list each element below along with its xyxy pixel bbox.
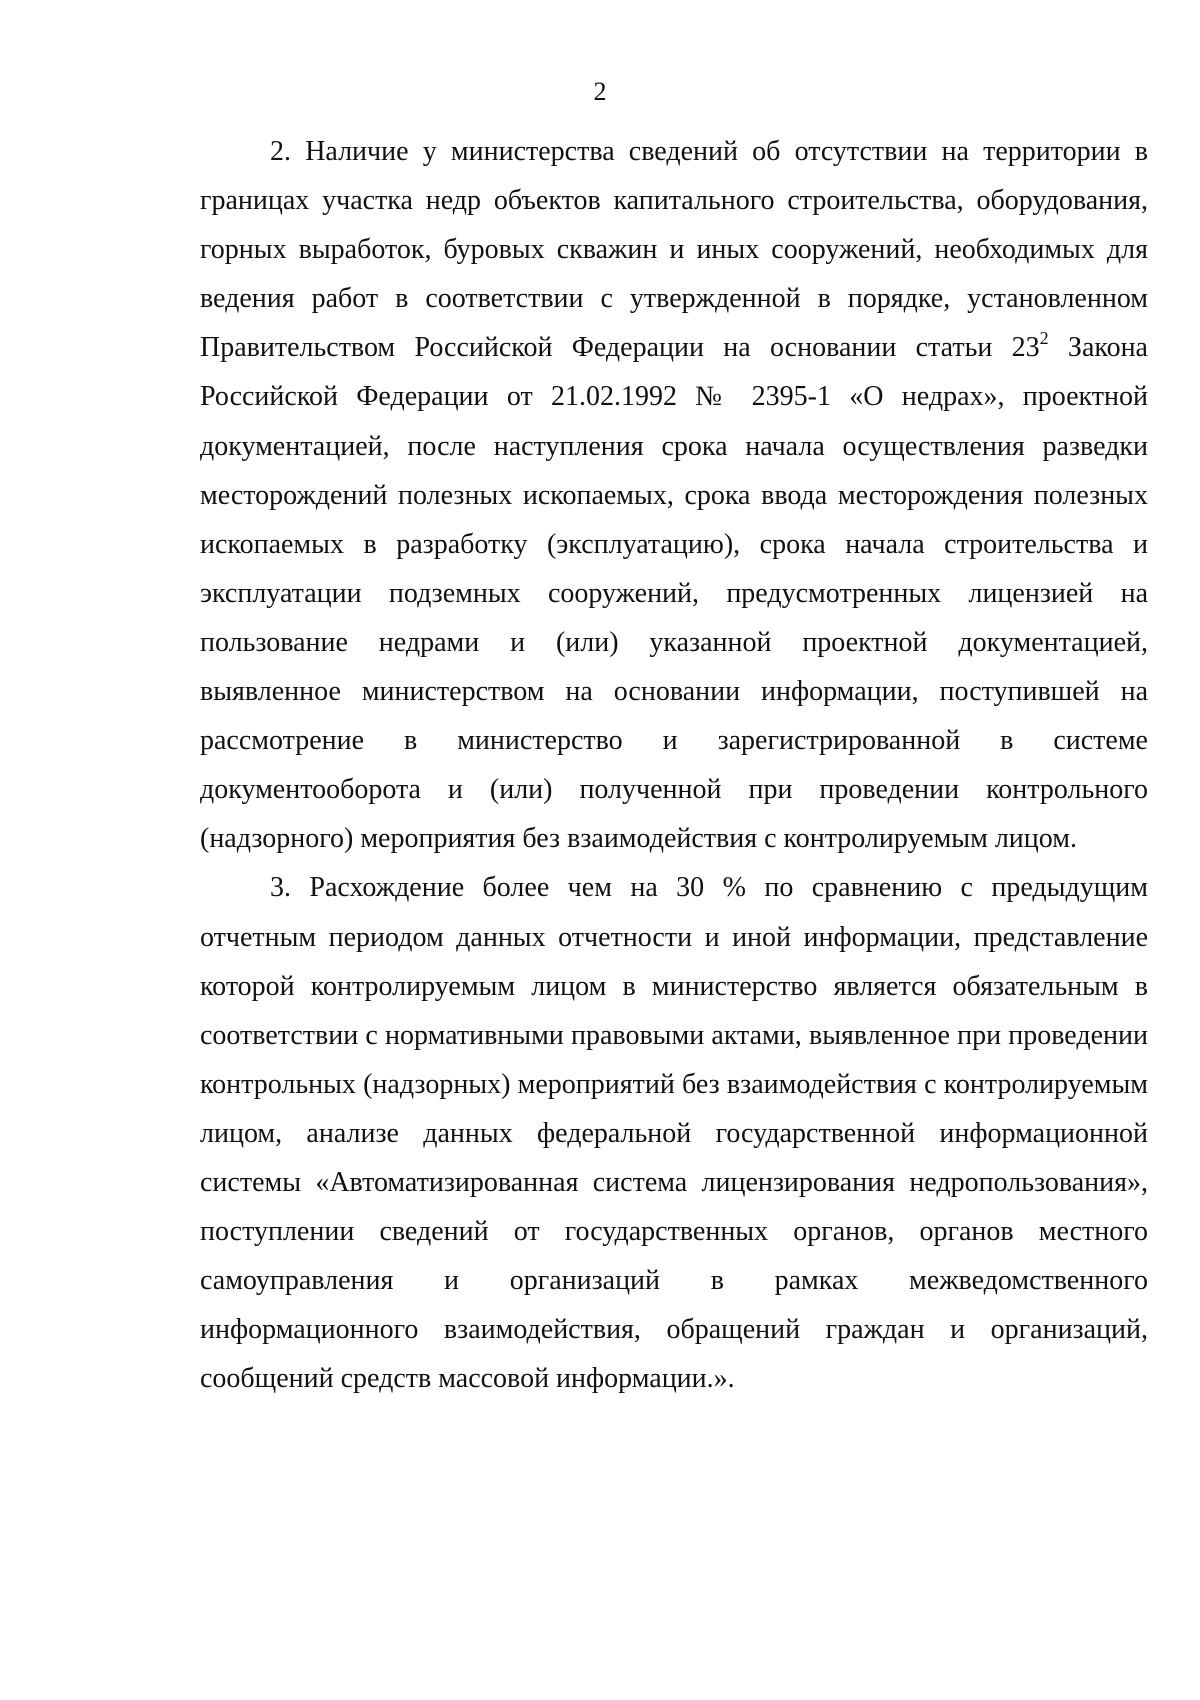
paragraph-3: 3. Расхождение более чем на 30 % по сравнению с предыдущим отчетным периодом данных отчетности и иной информации, представление которой контролируемым лицом в министерство является обязательным в соответствии с нормативными правовыми актами, выявленное при проведении контрольных (надзорных) мероприятий без взаимодействия с контролируемым лицом, анализе данных федеральной государственной информационной системы «Автоматизированная система лицензирования недропользования», поступлении сведений от государственных органов, органов местного самоуправления и организаций в рамках межведомственного информационного взаимодействия, обращений граждан и организаций, сообщений средств массовой информации.». bbox=[200, 872, 1148, 1395]
document-body bbox=[200, 127, 1148, 1403]
paragraph-2-text: 2. Наличие у министерства сведений об отсутствии на территории в границах участка недр объектов капитального строительства, оборудования, горных выработок, буровых скважин и иных сооружений, необходимых для ведения работ в соответствии с утвержденной в порядке, установленном Правительством Российской Федерации на основании статьи 23 bbox=[200, 136, 1148, 364]
page-number: 2 bbox=[593, 77, 607, 106]
article-superscript: 2 bbox=[1039, 328, 1049, 349]
paragraph-2 bbox=[200, 127, 1148, 863]
paragraph-2-continuation: Закона Российской Федерации от 21.02.1992 № 2395-1 «О недрах», проектной документацией, после наступления срока начала осуществления разведки месторождений полезных ископаемых, срока ввода месторождения полезных ископаемых в разработку (эксплуатацию), срока начала строительства и эксплуатации подземных сооружений, предусмотренных лицензией на пользование недрами и (или) указанной проектной документацией, выявленное министерством на основании информации, поступившей на рассмотрение в министерство и зарегистрированной в системе документооборота и (или) полученной при проведении контрольного (надзорного) мероприятия без взаимодействия с контролируемым лицом. bbox=[200, 332, 1148, 855]
